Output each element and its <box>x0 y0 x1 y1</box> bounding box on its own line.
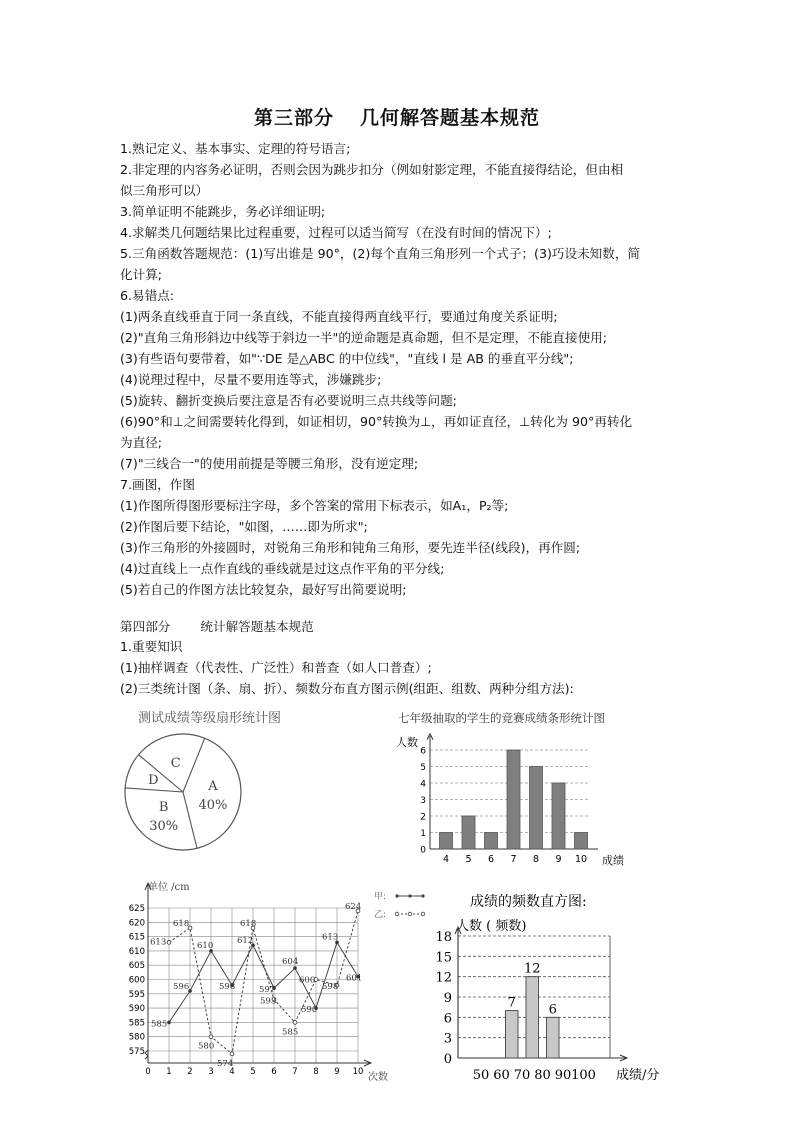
pie-percent-A: 40% <box>198 798 228 814</box>
text-line: (1)作图所得图形要标注字母，多个答案的常用下标表示，如A₁，P₂等; <box>120 498 509 513</box>
line-ytick: 615 <box>128 932 145 943</box>
text-line: (5)若自己的作图方法比较复杂，最好写出简要说明; <box>120 582 407 597</box>
line-chart-xlabel: 次数 <box>368 1072 388 1083</box>
line-xtick: 7 <box>292 1067 298 1077</box>
pie-slice-D <box>125 788 183 792</box>
point-label: 613 <box>150 937 167 948</box>
pie-label-A: A <box>208 779 218 795</box>
line-ytick: 605 <box>128 961 145 972</box>
point-label: 618 <box>173 919 190 930</box>
line-ytick: 580 <box>128 1032 145 1043</box>
histogram <box>420 886 680 1086</box>
text-line: (1)抽样调查（代表性、广泛性）和普查（如人口普查）; <box>120 660 432 675</box>
line-ytick: 620 <box>128 918 145 929</box>
point-label: 580 <box>198 1041 215 1052</box>
bar-ytick: 2 <box>420 812 426 823</box>
line-xtick: 9 <box>334 1067 340 1077</box>
line-ytick: 590 <box>128 1004 145 1015</box>
hist-bar-60 <box>506 1011 519 1058</box>
point-label: 574 <box>217 1058 234 1069</box>
pie-percent-B: 30% <box>149 818 179 834</box>
point-label: 590 <box>301 1005 318 1016</box>
text-line: 1.重要知识 <box>120 639 183 654</box>
hist-bar-80 <box>547 1017 560 1058</box>
hist-xtick: 100 <box>571 1068 596 1083</box>
hist-ytick: 18 <box>435 930 452 945</box>
bar-chart-title: 七年级抽取的学生的竞赛成绩条形统计图 <box>398 711 605 725</box>
bar-7 <box>507 750 520 849</box>
point-yi <box>209 1035 213 1039</box>
point-yi <box>293 1021 297 1025</box>
bar-xtick: 9 <box>555 854 562 865</box>
histogram-ylabel: 人数 ( 频数) <box>456 919 527 934</box>
point-yi <box>230 1052 234 1056</box>
point-label: 610 <box>197 940 214 951</box>
point-label: 585 <box>151 1019 168 1030</box>
histogram-xlabel: 成绩/分 <box>616 1068 660 1083</box>
text-line: (4)过直线上一点作直线的垂线就是过这点作平角的平分线; <box>120 561 445 576</box>
hist-value-label: 7 <box>507 995 516 1011</box>
bar-chart-ylabel: 人数 <box>396 736 418 749</box>
bar-chart-xlabel: 成绩 <box>602 854 624 866</box>
text-line: (1)两条直线垂直于同一条直线，不能直接得两直线平行，要通过角度关系证明; <box>120 309 558 324</box>
text-line: (7)"三线合一"的使用前提是等腰三角形，没有逆定理; <box>120 456 419 471</box>
point-label: 600 <box>299 975 316 986</box>
point-label: 596 <box>173 981 190 992</box>
point-label: 598 <box>219 982 236 993</box>
line-xtick: 6 <box>271 1067 277 1077</box>
point-label: 585 <box>282 1027 299 1038</box>
bar-ytick: 5 <box>420 763 426 773</box>
hist-value-label: 6 <box>548 1002 557 1018</box>
point-jia <box>167 1021 171 1025</box>
bar-6 <box>485 833 498 850</box>
text-line: (3)有些语句要带着，如"∵DE 是△ABC 的中位线"，"直线 l 是 AB 的垂直平分线"; <box>120 351 574 366</box>
bar-xtick: 10 <box>574 854 588 865</box>
text-line: 5.三角函数答题规范：(1)写出谁是 90°，(2)每个直角三角形列一个式子；(3)巧设未知数，简 <box>120 246 641 261</box>
text-line: 似三角形可以） <box>120 183 209 198</box>
text-line: (4)说理过程中，尽量不要用连等式，涉嫌跳步; <box>120 372 382 387</box>
hist-xtick: 90 <box>554 1068 572 1083</box>
text-line: 为直径; <box>120 435 163 450</box>
bar-ytick: 4 <box>420 779 426 790</box>
pie-chart <box>118 706 318 856</box>
pie-slice-A <box>183 738 205 792</box>
hist-ytick: 12 <box>435 970 452 986</box>
pie-label-D: D <box>148 773 159 789</box>
hist-xtick: 60 <box>493 1068 510 1083</box>
line-xtick: 3 <box>208 1067 214 1077</box>
text-line: (2)三类统计图（条、扇、折）、频数分布直方图示例(组距、组数、两种分组方法): <box>120 681 574 696</box>
bar-9 <box>552 783 565 849</box>
text-line: 7.画图，作图 <box>120 477 195 492</box>
pie-label-B: B <box>158 799 169 815</box>
pie-chart-title: 测试成绩等级扇形统计图 <box>138 711 282 726</box>
text-line: 化计算; <box>120 267 163 282</box>
legend-yi-label: 乙: <box>374 910 387 920</box>
hist-value-label: 12 <box>523 961 541 977</box>
hist-ytick: 0 <box>443 1052 452 1067</box>
line-ytick: 610 <box>128 946 145 957</box>
point-label: 593 <box>260 996 277 1007</box>
line-ytick: 575 <box>128 1047 145 1057</box>
bar-ytick: 1 <box>420 829 426 839</box>
bar-xtick: 5 <box>465 854 472 865</box>
bar-xtick: 6 <box>487 854 495 865</box>
bar-ytick: 3 <box>420 796 426 806</box>
line-xtick: 8 <box>313 1067 319 1077</box>
point-label: 604 <box>282 957 299 968</box>
hist-xtick: 50 <box>472 1068 490 1083</box>
bar-10 <box>575 833 588 850</box>
bar-ytick: 6 <box>420 746 426 757</box>
hist-ytick: 9 <box>443 991 452 1006</box>
line-xtick: 10 <box>352 1067 364 1077</box>
line-ytick: 585 <box>128 1018 145 1029</box>
line-chart-ylabel: 单位 /cm <box>148 882 190 893</box>
line-ytick: 595 <box>128 989 145 1000</box>
text-line: 4.求解类几何题结果比过程重要，过程可以适当简写（在没有时间的情况下）; <box>120 225 552 240</box>
hist-ytick: 15 <box>435 950 452 966</box>
point-label: 597 <box>259 985 276 996</box>
bar-chart <box>390 706 640 866</box>
text-line: (3)作三角形的外接圆时，对锐角三角形和钝角三角形，要先连半径(线段)，再作圆; <box>120 540 581 555</box>
line-xtick: 1 <box>166 1067 172 1077</box>
bar-xtick: 8 <box>532 854 540 865</box>
legend-jia-label: 甲: <box>374 892 387 902</box>
section4-heading: 第四部分 统计解答题基本规范 <box>120 619 314 634</box>
bar-xtick: 7 <box>510 854 517 865</box>
line-xtick: 2 <box>187 1067 193 1077</box>
line-ytick: 600 <box>128 975 145 986</box>
histogram-title: 成绩的频数直方图: <box>470 894 587 910</box>
bar-8 <box>530 767 543 850</box>
pie-label-C: C <box>170 755 181 771</box>
hist-ytick: 3 <box>443 1031 452 1047</box>
point-label: 613 <box>322 932 339 943</box>
text-line: 2.非定理的内容务必证明，否则会因为跳步扣分（例如射影定理，不能直接得结论，但由相 <box>120 162 624 177</box>
text-line: (6)90°和⊥之间需要转化得到，如证相切，90°转换为⊥，再如证直径，⊥转化为 90°再转化 <box>120 414 633 429</box>
point-label: 618 <box>240 919 257 930</box>
text-line: 3.简单证明不能跳步，务必详细证明; <box>120 204 326 219</box>
bar-ytick: 0 <box>420 845 426 856</box>
line-xtick: 5 <box>250 1067 256 1077</box>
point-yi <box>167 940 171 944</box>
bar-xtick: 4 <box>442 854 450 865</box>
line-chart <box>112 876 442 1086</box>
bar-4 <box>440 833 453 850</box>
text-line: (2)"直角三角形斜边中线等于斜边一半"的逆命题是真命题，但不是定理，不能直接使用; <box>120 330 608 345</box>
hist-xtick: 80 <box>534 1068 551 1083</box>
hist-xtick: 70 <box>513 1068 531 1083</box>
hist-bar-70 <box>526 977 539 1058</box>
line-xtick: 4 <box>229 1067 235 1077</box>
text-line: (2)作图后要下结论，"如图，……即为所求"; <box>120 519 368 534</box>
text-line: (5)旋转、翻折变换后要注意是否有必要说明三点共线等问题; <box>120 393 457 408</box>
point-label: 601 <box>346 973 363 984</box>
pie-slice-B <box>183 792 197 848</box>
point-label: 624 <box>345 901 362 912</box>
line-ytick: 625 <box>128 904 145 914</box>
point-label: 598 <box>322 982 339 993</box>
line-xtick: 0 <box>145 1067 151 1077</box>
hist-ytick: 6 <box>443 1011 452 1027</box>
section3-title: 第三部分 几何解答题基本规范 <box>253 107 541 129</box>
text-line: 6.易错点: <box>120 288 175 303</box>
point-label: 612 <box>237 936 254 947</box>
text-line: 1.熟记定义、基本事实、定理的符号语言; <box>120 141 351 156</box>
bar-5 <box>462 816 475 849</box>
